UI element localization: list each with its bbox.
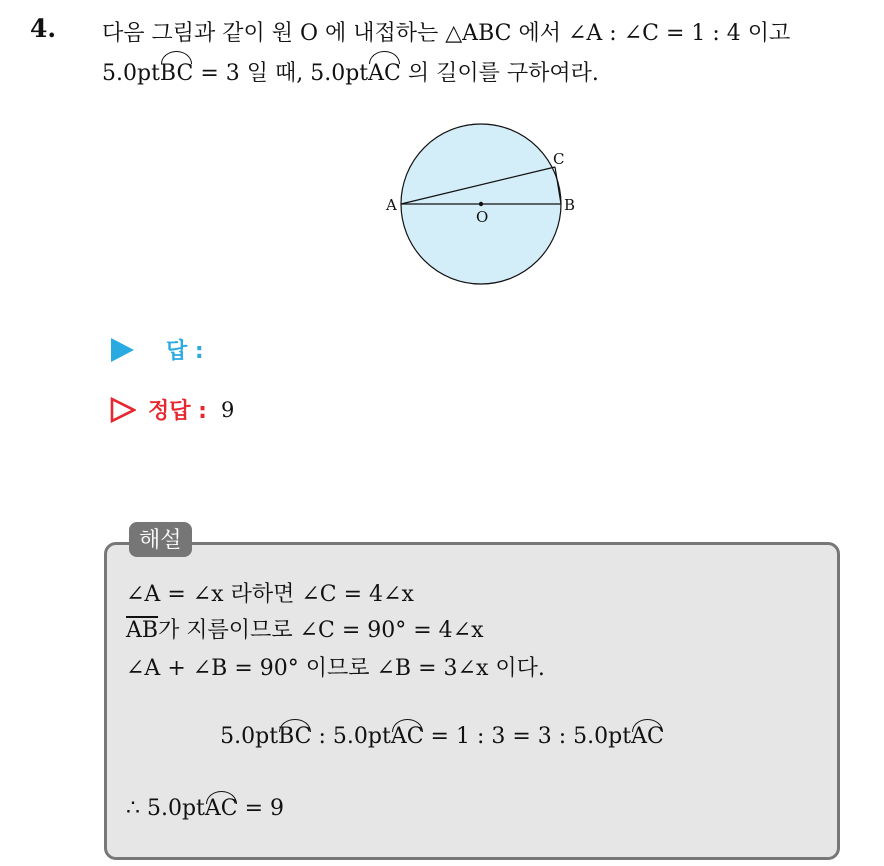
arc-ac: AC (391, 722, 424, 752)
q-text-part: = 3 일 때, 5.0pt (193, 61, 369, 86)
segment-ab: $\overline{AB}$ (126, 618, 159, 643)
solution-text-part: = 9 (237, 796, 285, 821)
answer-row (110, 334, 204, 365)
question-number: 4. (30, 14, 57, 43)
solution-text-part: 5.0pt (220, 724, 279, 749)
question-text (102, 14, 872, 94)
center-point-o (479, 202, 483, 206)
solution-line-1: ∠A = ∠x 라하면 ∠C = 4∠x (126, 582, 414, 607)
label-b: B (564, 196, 576, 214)
solution-line-2 (126, 616, 484, 646)
question-line-1: 다음 그림과 같이 원 O 에 내접하는 △ABC 에서 ∠A : ∠C = 1 : 4 이고 (102, 21, 791, 46)
solution-line-3: ∠A + ∠B = 90° 이므로 ∠B = 3∠x 이다. (126, 656, 545, 681)
answer-label: 답 : (166, 339, 204, 364)
label-o: O (476, 208, 489, 226)
solution-text-part: = 1 : 3 = 3 : 5.0pt (423, 724, 632, 749)
arc-bc: BC (278, 722, 311, 752)
q-text-part: 의 길이를 구하여라. (400, 61, 599, 86)
solution-text-part: : 5.0pt (311, 724, 391, 749)
question-line-2 (102, 54, 872, 94)
correct-answer-label: 정답 : (148, 399, 207, 424)
label-a: A (386, 196, 397, 214)
label-c: C (553, 150, 565, 168)
solution-text-part: 가 지름이므로 ∠C = 90° = 4∠x (158, 618, 484, 643)
solution-tab: 해설 (129, 522, 192, 557)
arc-ac: AC (205, 794, 238, 824)
solution-line-4 (0, 722, 884, 752)
correct-answer-row (110, 394, 234, 425)
play-triangle-icon (110, 338, 134, 362)
q-text-part: 5.0pt (102, 61, 160, 86)
arc-bc: BC (160, 54, 193, 94)
solution-conclusion (126, 794, 284, 824)
arc-ac: AC (631, 722, 664, 752)
outline-triangle-icon (110, 397, 136, 423)
correct-answer-value: 9 (220, 397, 235, 422)
circle-diagram (380, 118, 590, 293)
solution-text-part: ∴ 5.0pt (126, 796, 205, 821)
arc-ac: AC (368, 54, 401, 94)
